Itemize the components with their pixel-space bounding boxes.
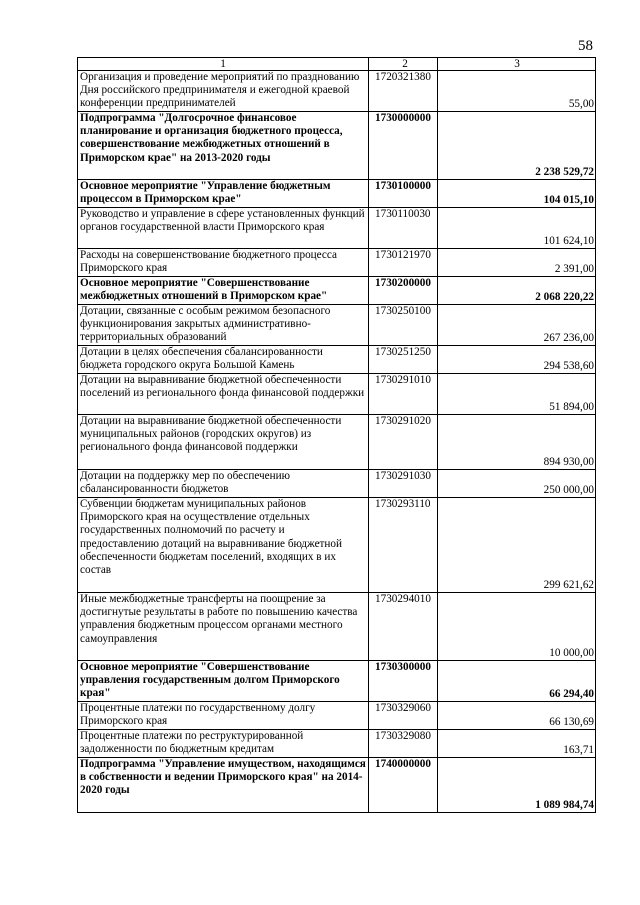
row-name: Основное мероприятие "Совершенствование межбюджетных отношений в Приморском крае": [78, 277, 369, 305]
row-sum: 2 068 220,22: [438, 277, 596, 305]
row-name: Дотации, связанные с особым режимом безопасного функционирования закрытых административно-территориальных образований: [78, 305, 369, 346]
column-header-3: 3: [438, 58, 596, 71]
row-name: Субвенции бюджетам муниципальных районов Приморского края на осуществление отдельных государственных полномочий по расчету и предоставлению дотаций на выравнивание бюджетной обеспеченности бюджетам поселений, входящих в их состав: [78, 498, 369, 593]
budget-table-body: [78, 58, 596, 813]
row-name: Руководство и управление в сфере установленных функций органов государственной власти Приморского края: [78, 208, 369, 249]
row-sum: 294 538,60: [438, 346, 596, 374]
row-code: 1730293110: [369, 498, 438, 593]
row-code: 1730000000: [369, 112, 438, 180]
row-code: 1730294010: [369, 593, 438, 661]
row-code: 1730291010: [369, 374, 438, 415]
table-row: [78, 758, 596, 813]
table-row: [78, 415, 596, 470]
row-sum: 2 238 529,72: [438, 112, 596, 180]
column-header-2: 2: [369, 58, 438, 71]
row-sum: 10 000,00: [438, 593, 596, 661]
row-name: Дотации в целях обеспечения сбалансированности бюджета городского округа Большой Камень: [78, 346, 369, 374]
table-row: [78, 593, 596, 661]
row-sum: 66 130,69: [438, 702, 596, 730]
table-row: [78, 374, 596, 415]
row-name: Дотации на выравнивание бюджетной обеспеченности муниципальных районов (городских округов) из регионального фонда финансовой поддержки: [78, 415, 369, 470]
row-sum: 163,71: [438, 730, 596, 758]
row-name: Подпрограмма "Управление имуществом, находящимся в собственности и ведении Приморского края" на 2014-2020 годы: [78, 758, 369, 813]
row-code: 1730251250: [369, 346, 438, 374]
row-sum: 250 000,00: [438, 470, 596, 498]
row-code: 1730200000: [369, 277, 438, 305]
row-code: 1730110030: [369, 208, 438, 249]
table-row: [78, 661, 596, 702]
table-row: [78, 249, 596, 277]
row-sum: 51 894,00: [438, 374, 596, 415]
row-code: 1730121970: [369, 249, 438, 277]
table-row: [78, 730, 596, 758]
row-name: Основное мероприятие "Совершенствование управления государственным долгом Приморского края": [78, 661, 369, 702]
row-sum: 1 089 984,74: [438, 758, 596, 813]
row-code: 1730329060: [369, 702, 438, 730]
table-row: [78, 470, 596, 498]
page-number: 58: [578, 38, 593, 54]
table-row: [78, 71, 596, 112]
row-name: Подпрограмма "Долгосрочное финансовое планирование и организация бюджетного процесса, совершенствование межбюджетных отношений в Приморском крае" на 2013-2020 годы: [78, 112, 369, 180]
column-header-1: 1: [78, 58, 369, 71]
table-row: [78, 180, 596, 208]
table-row: [78, 208, 596, 249]
row-code: 1740000000: [369, 758, 438, 813]
row-code: 1730300000: [369, 661, 438, 702]
table-row: [78, 112, 596, 180]
row-sum: 66 294,40: [438, 661, 596, 702]
table-row: [78, 277, 596, 305]
row-name: Основное мероприятие "Управление бюджетным процессом в Приморском крае": [78, 180, 369, 208]
row-code: 1730329080: [369, 730, 438, 758]
row-code: 1720321380: [369, 71, 438, 112]
row-sum: 2 391,00: [438, 249, 596, 277]
row-code: 1730291030: [369, 470, 438, 498]
row-name: Расходы на совершенствование бюджетного процесса Приморского края: [78, 249, 369, 277]
row-code: 1730291020: [369, 415, 438, 470]
row-name: Организация и проведение мероприятий по празднованию Дня российского предпринимателя и ежегодной краевой конференции предпринимателей: [78, 71, 369, 112]
budget-table: [77, 57, 596, 813]
row-sum: 101 624,10: [438, 208, 596, 249]
row-sum: 55,00: [438, 71, 596, 112]
table-row: [78, 498, 596, 593]
row-name: Процентные платежи по реструктурированной задолженности по бюджетным кредитам: [78, 730, 369, 758]
row-name: Дотации на поддержку мер по обеспечению сбалансированности бюджетов: [78, 470, 369, 498]
row-code: 1730100000: [369, 180, 438, 208]
table-header-row: [78, 58, 596, 71]
row-name: Процентные платежи по государственному долгу Приморского края: [78, 702, 369, 730]
row-sum: 267 236,00: [438, 305, 596, 346]
row-sum: 299 621,62: [438, 498, 596, 593]
table-row: [78, 702, 596, 730]
table-row: [78, 305, 596, 346]
table-row: [78, 346, 596, 374]
row-sum: 894 930,00: [438, 415, 596, 470]
row-name: Иные межбюджетные трансферты на поощрение за достигнутые результаты в работе по повышению качества управления бюджетным процессом органами местного самоуправления: [78, 593, 369, 661]
row-code: 1730250100: [369, 305, 438, 346]
row-sum: 104 015,10: [438, 180, 596, 208]
row-name: Дотации на выравнивание бюджетной обеспеченности поселений из регионального фонда финансовой поддержки: [78, 374, 369, 415]
